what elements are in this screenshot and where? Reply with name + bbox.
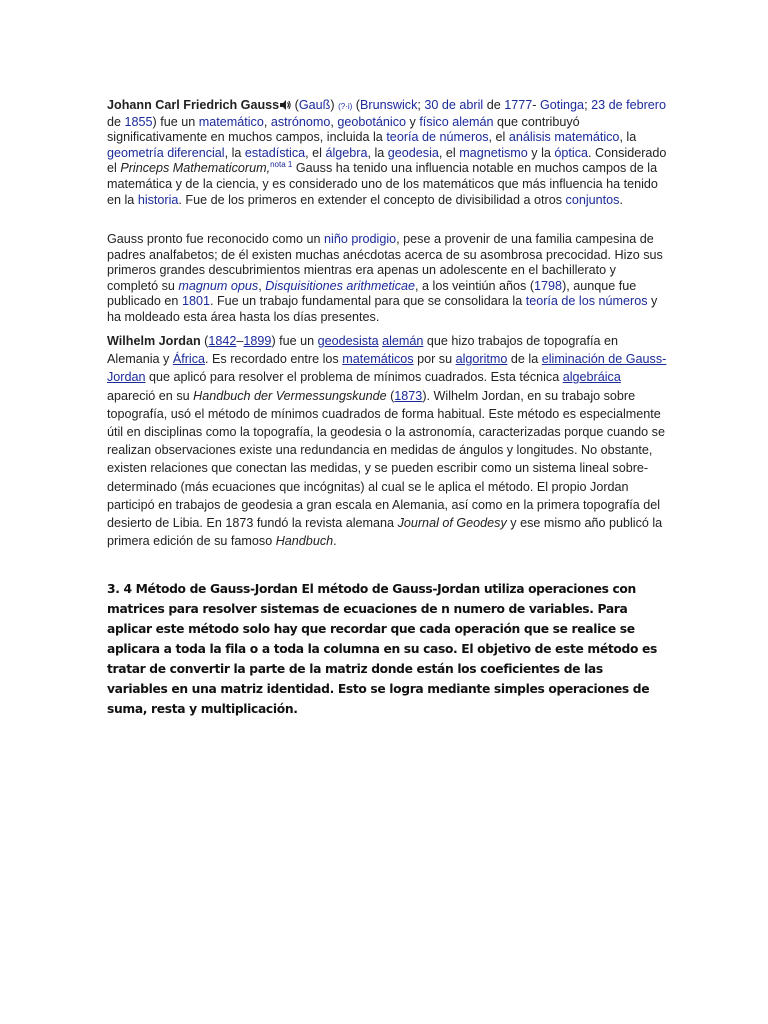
link-eliminacion-gauss-jordan[interactable]: eliminación de Gauss-Jordan	[107, 352, 667, 385]
link-gauss-pronunciation[interactable]: Gauß	[298, 98, 331, 112]
link-optica[interactable]: óptica	[554, 145, 589, 160]
link-gotinga[interactable]: Gotinga	[539, 98, 585, 112]
speaker-icon[interactable]	[280, 100, 291, 110]
link-africa[interactable]: África	[172, 352, 206, 367]
link-help[interactable]: (?·i)	[338, 102, 353, 111]
jordan-name: Wilhelm Jordan	[107, 334, 201, 348]
link-teoria-de-los-numeros[interactable]: teoría de los números	[525, 294, 648, 309]
link-geobotanico[interactable]: geobotánico	[337, 114, 407, 129]
link-nino-prodigio[interactable]: niño prodigio	[324, 232, 397, 246]
link-matematico[interactable]: matemático	[198, 114, 264, 129]
link-geodesista[interactable]: geodesista	[317, 334, 379, 348]
link-matematicos[interactable]: matemáticos	[342, 352, 414, 367]
handbuch-short: Handbuch	[275, 534, 334, 549]
gauss-paragraph-2: Gauss pronto fue reconocido como un niño prodigio, pese a provenir de una familia campesina de padres analfabetos; de él existen muchas anécdotas acerca de su asombrosa precocidad. Hizo sus primeros grandes descubrimientos mientras era apenas un adolescente en el bachillerato y completó su magnum opus, Disquisitiones arithmeticae, a los veintiún años (1798), aunque fue publicado en 1801. Fue un trabajo fundamental para que se consolidara la teoría de los números y ha moldeado esta área hasta los días presentes.	[107, 232, 663, 324]
link-geodesia[interactable]: geodesia	[387, 145, 439, 160]
link-year-1855[interactable]: 1855	[124, 114, 153, 129]
section-gauss-jordan-method: 3. 4 Método de Gauss-Jordan El método de Gauss-Jordan utiliza operaciones con matrices para resolver sistemas de ecuaciones de n numero de variables. Para aplicar este método solo hay que recordar que cada operación que se realice se aplicara a toda la fila o a toda la columna en su caso. El objetivo de este método es tratar de convertir la parte de la matriz donde están los coeficientes de las variables en una matriz identidad. Esto se logra mediante simples operaciones de suma, resta y multiplicación.	[107, 582, 657, 716]
link-year-1873[interactable]: 1873	[394, 388, 423, 403]
princeps-title: Princeps Mathematicorum,	[120, 161, 271, 176]
link-astronomo[interactable]: astrónomo	[270, 114, 331, 129]
link-year-1798[interactable]: 1798	[534, 278, 563, 293]
jordan-paragraph: Wilhelm Jordan (1842–1899) fue un geodesista alemán que hizo trabajos de topografía en Alemania y África. Es recordado entre los matemáticos por su algoritmo de la eliminación de Gauss-Jordan que aplicó para resolver el problema de mínimos cuadrados. Esta técnica algebráica apareció en su Handbuch der Vermessungskunde (1873). Wilhelm Jordan, en su trabajo sobre topografía, usó el método de mínimos cuadrados de forma habitual. Este método es especialmente útil en disciplinas como la topografía, la geodesia o la astronomía, caracterizadas porque cuando se realizan observaciones existe una redundancia en medidas de ángulos y longitudes. No obstante, existen relaciones que conectan las medidas, y se pueden escribir como un sistema lineal sobre-determinado (más ecuaciones que incógnitas) al cual se le aplica el método. El propio Jordan participó en trabajos de geodesia a gran escala en Alemania, así como en la primera topografía del desierto de Libia. En 1873 fundó la revista alemana Journal of Geodesy y ese mismo año publicó la primera edición de su famoso Handbuch.	[107, 334, 667, 549]
link-estadistica[interactable]: estadística	[244, 145, 306, 160]
link-geometria-diferencial[interactable]: geometría diferencial	[107, 145, 225, 160]
link-teoria-numeros[interactable]: teoría de números	[386, 130, 489, 145]
link-conjuntos[interactable]: conjuntos	[565, 192, 620, 207]
link-year-1842[interactable]: 1842	[208, 334, 237, 348]
link-algebraica[interactable]: algebráica	[562, 370, 621, 385]
link-brunswick[interactable]: Brunswick	[360, 98, 418, 112]
link-magnum-opus[interactable]: magnum opus	[178, 278, 259, 293]
link-year-1899[interactable]: 1899	[243, 334, 272, 348]
link-date-death[interactable]: 23 de febrero	[591, 98, 666, 112]
link-date-birth[interactable]: 30 de abril	[424, 98, 484, 112]
link-magnetismo[interactable]: magnetismo	[459, 145, 528, 160]
link-year-1777[interactable]: 1777	[504, 98, 533, 112]
link-fisico[interactable]: físico	[419, 114, 449, 129]
link-analisis-matematico[interactable]: análisis matemático	[508, 130, 620, 145]
link-algoritmo[interactable]: algoritmo	[455, 352, 508, 367]
link-aleman-jordan[interactable]: alemán	[382, 334, 424, 348]
link-historia[interactable]: historia	[137, 192, 179, 207]
link-aleman[interactable]: alemán	[452, 114, 494, 129]
gauss-paragraph: Johann Carl Friedrich Gauss (Gauß) (?·i) (Brunswick; 30 de abril de 1777- Gotinga; 23 de febrero de 1855) fue un matemático, astrónomo, geobotánico y físico alemán que contribuyó significativamente en muchos campos, incluida la teoría de números, el análisis matemático, la geometría diferencial, la estadística, el álgebra, la geodesia, el magnetismo y la óptica. Considerado el Princeps Mathematicorum,$^{nota 1}$ Gauss ha tenido una influencia notable en muchos campos de la matemática y de la ciencia, y es considerado uno de los matemáticos que más influencia ha tenido en la historia. Fue de los primeros en extender el concepto de divisibilidad a otros conjuntos.	[107, 98, 667, 207]
handbuch-title: Handbuch der Vermessungskunde	[193, 388, 387, 403]
footnote-link[interactable]: nota 1	[270, 160, 293, 170]
link-algebra[interactable]: álgebra	[325, 145, 368, 160]
link-disquisitiones[interactable]: Disquisitiones arithmeticae	[265, 278, 416, 293]
gauss-name: Johann Carl Friedrich Gauss	[107, 98, 280, 112]
link-year-1801[interactable]: 1801	[181, 294, 210, 309]
journal-title: Journal of Geodesy	[397, 516, 507, 531]
